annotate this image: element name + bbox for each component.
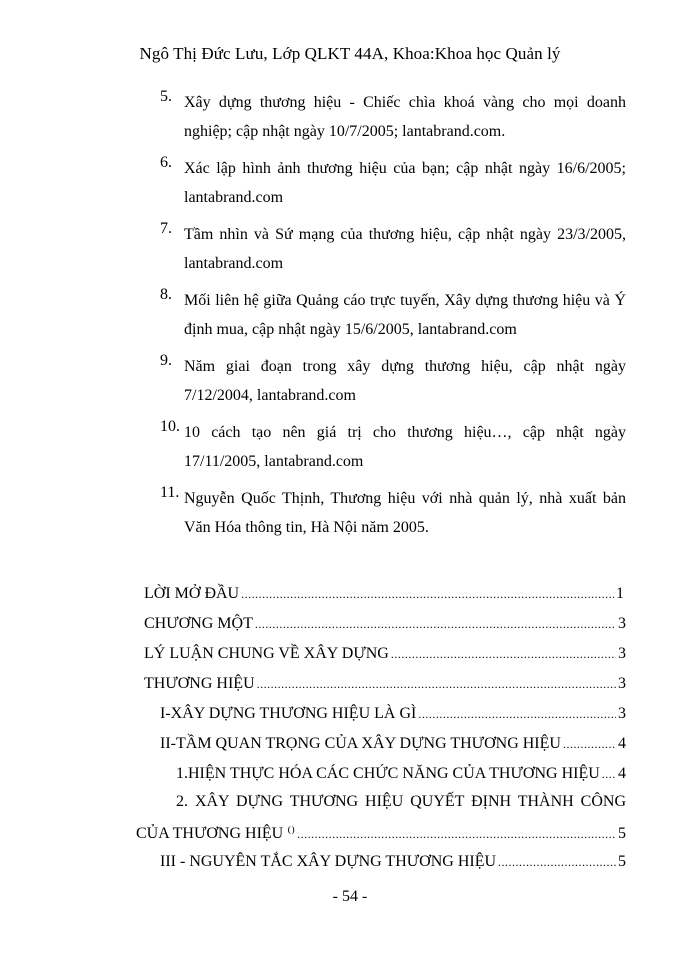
toc-entry-section-3[interactable] <box>160 853 626 871</box>
reference-text: Mối liên hệ giữa Quảng cáo trực tuyến, Xây dựng thương hiệu và Ý định mua, cập nhật ngày 15/6/2005, lantabrand.com <box>184 292 626 338</box>
toc-entry-intro[interactable] <box>144 585 624 603</box>
toc-page-number: 4 <box>618 765 626 782</box>
toc-leader <box>241 587 614 602</box>
reference-text: Nguyễn Quốc Thịnh, Thương hiệu với nhà quản lý, nhà xuất bản Văn Hóa thông tin, Hà Nội năm 2005. <box>184 490 626 536</box>
page-header: Ngô Thị Đức Lưu, Lớp QLKT 44A, Khoa:Khoa học Quản lý <box>139 44 561 63</box>
toc-entry-brand[interactable] <box>144 675 626 693</box>
toc-entry-section-1[interactable] <box>160 705 626 723</box>
toc-page-number: 3 <box>618 675 626 692</box>
reference-item <box>160 154 626 212</box>
toc-page-number: 5 <box>618 825 626 842</box>
toc-leader <box>563 737 616 752</box>
toc-leader <box>498 855 616 870</box>
toc-entry-chapter[interactable] <box>144 615 626 633</box>
toc-leader <box>297 827 616 842</box>
toc-leader <box>255 617 616 632</box>
toc-page-number: 3 <box>618 705 626 722</box>
toc-page-number: 4 <box>618 735 626 752</box>
toc-label: LỜI MỞ ĐẦU <box>144 585 240 602</box>
reference-list <box>160 88 626 550</box>
reference-item <box>160 220 626 278</box>
toc-page-number: 3 <box>618 645 626 662</box>
reference-number: 5. <box>160 88 172 105</box>
reference-number: 11. <box>160 484 180 501</box>
toc-leader <box>391 647 616 662</box>
reference-text: 10 cách tạo nên giá trị cho thương hiệu…, cập nhật ngày 17/11/2005, lantabrand.com <box>184 424 626 470</box>
reference-item <box>160 484 626 542</box>
toc-entry-section-2-2[interactable] <box>136 823 626 843</box>
reference-number: 8. <box>160 286 172 303</box>
toc-leader <box>257 677 616 692</box>
reference-number: 9. <box>160 352 172 369</box>
reference-text: Xây dựng thương hiệu - Chiếc chìa khoá vàng cho mọi doanh nghiệp; cập nhật ngày 10/7/2005; lantabrand.com. <box>184 94 626 140</box>
toc-entry-section-2[interactable] <box>160 735 626 753</box>
toc-label: 1.HIỆN THỰC HÓA CÁC CHỨC NĂNG CỦA THƯƠNG HIỆU <box>176 765 600 782</box>
toc-page-number: 5 <box>618 853 626 870</box>
reference-number: 6. <box>160 154 172 171</box>
toc-page-number: 1 <box>616 585 624 602</box>
toc-page-number: 3 <box>618 615 626 632</box>
reference-text: Năm giai đoạn trong xây dựng thương hiệu, cập nhật ngày 7/12/2004, lantabrand.com <box>184 358 626 404</box>
toc-label: CHƯƠNG MỘT <box>144 615 253 632</box>
toc-label: CỦA THƯƠNG HIỆU ⁽⁾ <box>136 825 296 842</box>
toc-entry-theory[interactable] <box>144 645 626 663</box>
toc-label: III - NGUYÊN TẮC XÂY DỰNG THƯƠNG HIỆU <box>160 853 497 870</box>
page-number-footer: - 54 - <box>332 888 368 905</box>
reference-number: 10. <box>160 418 180 435</box>
toc-label: THƯƠNG HIỆU <box>144 675 255 692</box>
toc-entry-section-2-1[interactable] <box>176 765 626 783</box>
reference-text: Xác lập hình ảnh thương hiệu của bạn; cập nhật ngày 16/6/2005; lantabrand.com <box>184 160 626 206</box>
toc-leader <box>602 767 616 782</box>
toc-label: I-XÂY DỰNG THƯƠNG HIỆU LÀ GÌ <box>160 705 417 722</box>
reference-text: Tầm nhìn và Sứ mạng của thương hiệu, cập nhật ngày 23/3/2005, lantabrand.com <box>184 226 626 272</box>
reference-item <box>160 418 626 476</box>
toc-label: LÝ LUẬN CHUNG VỀ XÂY DỰNG <box>144 645 389 662</box>
toc-label: II-TẦM QUAN TRỌNG CỦA XÂY DỰNG THƯƠNG HIỆU <box>160 735 561 752</box>
toc-entry-section-2-2-line: 2. XÂY DỰNG THƯƠNG HIỆU QUYẾT ĐỊNH THÀNH CÔNG <box>176 793 626 810</box>
reference-item <box>160 352 626 410</box>
reference-item <box>160 286 626 344</box>
reference-number: 7. <box>160 220 172 237</box>
toc-leader <box>418 707 616 722</box>
reference-item <box>160 88 626 146</box>
